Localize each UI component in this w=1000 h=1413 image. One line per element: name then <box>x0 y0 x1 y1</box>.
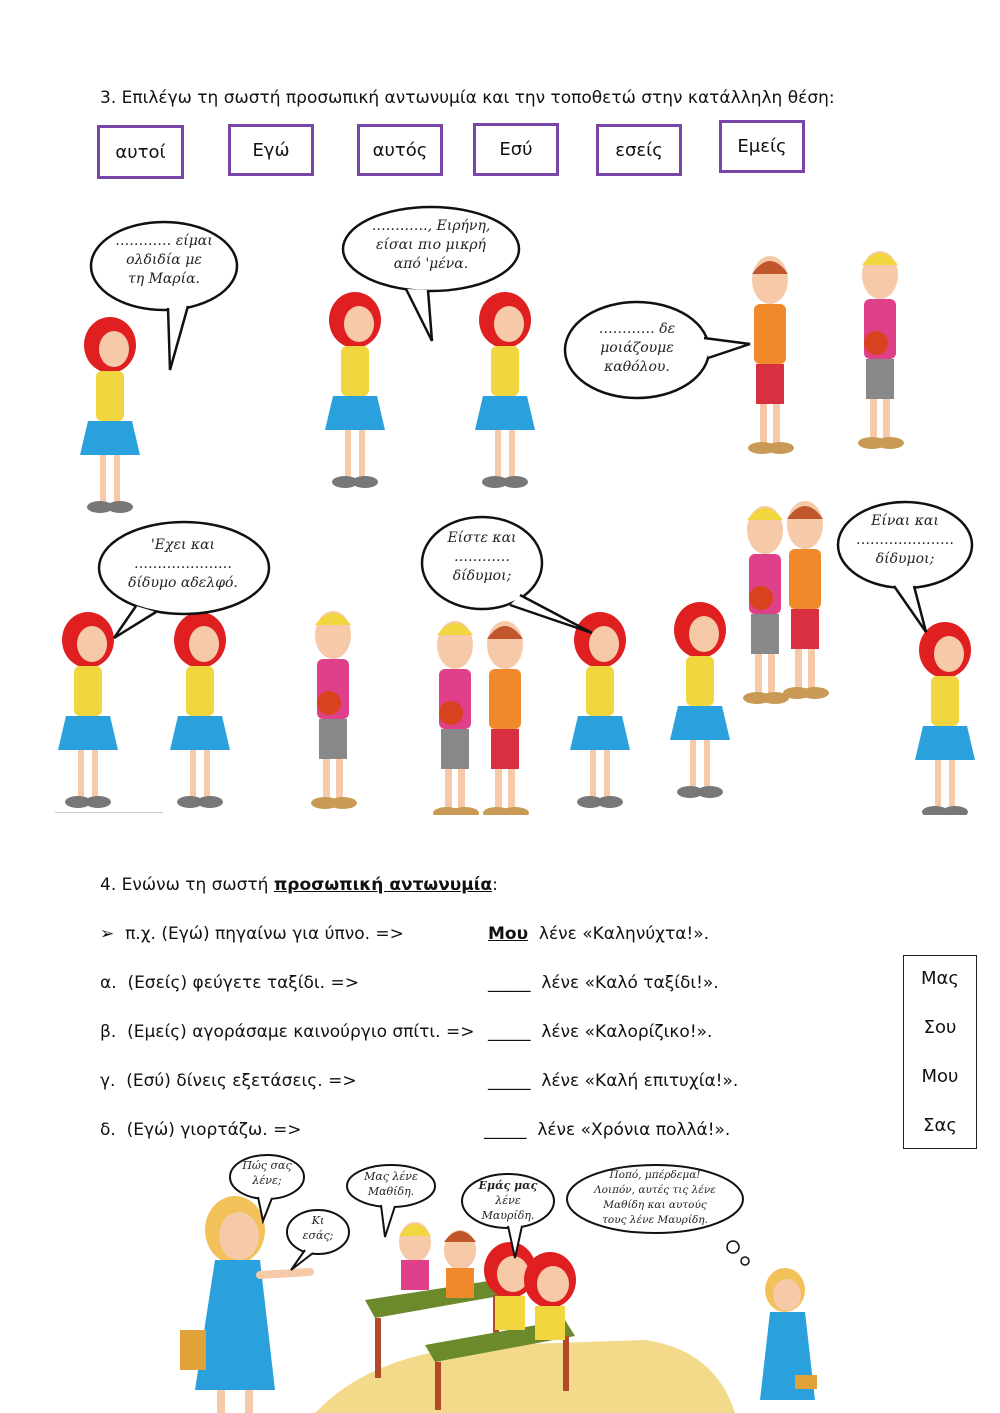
bubble-line: εσάς; <box>302 1229 334 1242</box>
bubble-line: …………, Ειρήνη, <box>371 218 491 234</box>
bubble-line: μοιάζουμε <box>600 340 674 356</box>
item-label: β. <box>100 1022 117 1042</box>
option-item[interactable]: Σου <box>923 1017 957 1038</box>
word-box-6[interactable] <box>719 120 805 173</box>
item-label: α. <box>100 973 117 993</box>
word-box-2[interactable] <box>228 124 314 176</box>
sentence-text: λένε «Καλό ταξίδι!». <box>541 973 719 993</box>
bubble-line: Μαθίδη. <box>367 1185 415 1198</box>
speech-bubble-1 <box>88 220 240 312</box>
bubble-line: δίδυμοι; <box>875 551 935 567</box>
bubble-line: Μαυρίδη. <box>481 1209 535 1222</box>
bubble-line: λένε; <box>252 1174 282 1187</box>
word-box-3[interactable] <box>357 124 443 176</box>
item-a <box>100 973 359 993</box>
speech-bubble-6 <box>836 500 974 590</box>
example-answer <box>488 924 709 944</box>
sentence-text: λένε «Καληνύχτα!». <box>538 924 710 944</box>
bubble-line: Εμάς μας <box>478 1179 538 1192</box>
exercise-3-title: 3. Επιλέγω τη σωστή προσωπική αντωνυμία και την τοποθετώ στην κατάλληλη θέση: <box>100 88 835 108</box>
sentence-text: (Εσύ) δίνεις εξετάσεις. => <box>126 1071 357 1091</box>
word-box-5[interactable] <box>596 124 682 176</box>
bubble-line: ………………… <box>134 556 232 572</box>
bubble-line: ………………… <box>856 532 954 548</box>
answer-word: Μου <box>488 924 529 944</box>
speech-bubble-9 <box>345 1163 437 1209</box>
speech-bubble-5 <box>420 515 544 610</box>
speech-bubble-10 <box>460 1172 556 1230</box>
speech-bubble-3 <box>562 300 712 400</box>
bubble-line: Λοιπόν, αυτές τις λένε <box>594 1184 716 1196</box>
bubble-line: ………… <box>454 549 510 565</box>
bubble-line: τους λένε Μαυρίδη. <box>602 1214 708 1226</box>
bubble-line: Μας λένε <box>364 1170 418 1183</box>
item-c <box>100 1071 357 1091</box>
bubble-line: ………… είμαι <box>115 233 213 249</box>
option-item[interactable]: Μας <box>921 968 959 989</box>
exercise-4-title <box>100 875 498 895</box>
speech-bubble-8 <box>285 1208 351 1256</box>
bubble-line: Κι <box>311 1214 325 1227</box>
answer-blank[interactable]: _____ <box>488 1071 531 1091</box>
teacher-figure <box>760 1268 817 1400</box>
speech-bubble-7 <box>228 1153 306 1201</box>
boy-figure <box>311 611 357 809</box>
bubble-line: Είναι και <box>871 513 939 529</box>
item-label: γ. <box>100 1071 116 1091</box>
title-text: 4. Ενώνω τη σωστή <box>100 875 274 895</box>
word-box-4[interactable] <box>473 123 559 176</box>
bubble-line: 'Εχει και <box>150 537 216 553</box>
bubble-line: Ποπό, μπέρδεμα! <box>609 1169 701 1181</box>
item-c-answer[interactable] <box>488 1071 738 1091</box>
option-item[interactable]: Μου <box>921 1066 959 1087</box>
bubble-line: ………… δε <box>598 321 676 337</box>
item-d-answer[interactable] <box>484 1120 730 1140</box>
word-label: εσείς <box>615 139 663 161</box>
option-item[interactable]: Σας <box>923 1115 957 1136</box>
word-box-1[interactable] <box>97 125 184 179</box>
boy-figure <box>783 501 829 699</box>
bubble-line: λένε <box>495 1194 521 1207</box>
bubble-line: καθόλου. <box>604 359 670 375</box>
bubble-line: Μαθίδη και αυτούς <box>603 1199 707 1211</box>
bubble-line: Πώς σας <box>242 1159 292 1172</box>
sentence-text: π.χ. (Εγώ) πηγαίνω για ύπνο. => <box>125 924 404 944</box>
speech-bubble-4 <box>96 520 271 615</box>
title-keyword: προσωπική αντωνυμία <box>273 875 493 895</box>
example-line <box>100 924 404 944</box>
arrow-bullet-icon: ➢ <box>100 924 115 944</box>
word-label: αυτός <box>372 139 428 161</box>
boy-figure <box>858 251 904 449</box>
sentence-text: (Εμείς) αγοράσαμε καινούργιο σπίτι. => <box>127 1022 475 1042</box>
boy-figure <box>433 621 479 815</box>
word-label: Εγώ <box>252 139 290 161</box>
answer-blank[interactable]: _____ <box>488 973 531 993</box>
bubble-line: από 'μένα. <box>393 256 469 272</box>
thought-bubble <box>565 1163 745 1235</box>
bubble-line: είσαι πιο μικρή <box>376 237 486 253</box>
answer-blank[interactable]: _____ <box>484 1120 527 1140</box>
item-d <box>100 1120 302 1140</box>
bubble-line: δίδυμοι; <box>452 568 512 584</box>
bubble-line: τη Μαρία. <box>128 271 200 287</box>
girl-figure <box>670 602 730 798</box>
item-b <box>100 1022 474 1042</box>
sentence-text: (Εγώ) γιορτάζω. => <box>126 1120 302 1140</box>
sentence-text: λένε «Χρόνια πολλά!». <box>537 1120 731 1140</box>
boy-figure <box>483 621 529 815</box>
item-b-answer[interactable] <box>488 1022 712 1042</box>
word-label: Εμείς <box>737 136 787 157</box>
word-label: Εσύ <box>499 139 533 160</box>
item-a-answer[interactable] <box>488 973 719 993</box>
word-label: αυτοί <box>115 141 166 163</box>
bubble-line: ολδιδία με <box>126 252 202 268</box>
bubble-line: Είστε και <box>447 530 517 546</box>
sentence-text: λένε «Καλή επιτυχία!». <box>541 1071 739 1091</box>
answer-blank[interactable]: _____ <box>488 1022 531 1042</box>
options-box <box>903 955 977 1149</box>
item-label: δ. <box>100 1120 116 1140</box>
sentence-text: (Εσείς) φεύγετε ταξίδι. => <box>127 973 359 993</box>
title-text: : <box>492 875 498 895</box>
sentence-text: λένε «Καλορίζικο!». <box>541 1022 713 1042</box>
boy-figure <box>743 506 789 704</box>
girl-figure <box>915 622 975 815</box>
bubble-line: δίδυμο αδελφό. <box>128 575 238 591</box>
divider <box>55 812 163 813</box>
speech-bubble-2 <box>340 205 522 293</box>
